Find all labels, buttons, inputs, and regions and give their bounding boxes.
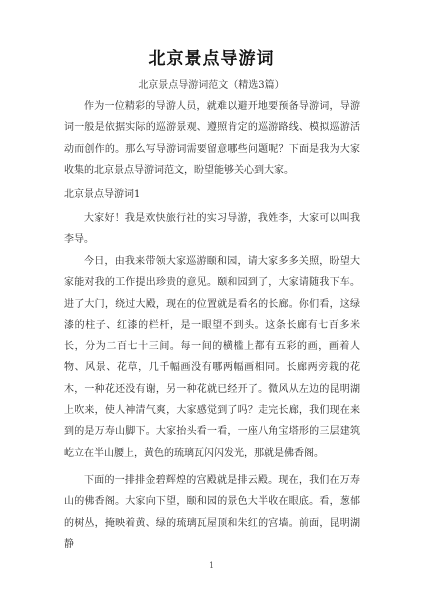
section-heading: 北京景点导游词1: [64, 189, 141, 200]
body-paragraph-2: 今日，由我来带领大家巡游颐和园，请大家多多关照，盼望大家能对我的工作提出珍贵的意见。颐和园到了，大家请随我下车。进了大门，绕过大殿，现在的位置就是看名的长廊。你们看，这绿漆的柱子、红漆的栏杆，是一眼望不到头。这条长廊有七百多米长，分为二百七十三间。每一间的横槛上都有五彩的画，画着人物、风景、花草，几千幅画没有哪两幅画相同。长廊两旁栽的花木，一种花还没有谢，另一种花就已经开了。微风从左边的昆明湖上吹来，使人神清气爽，大家感觉到了吗？走完长廊，我们现在来到的是万寿山脚下。大家抬头看一看，一座八角宝塔形的三层建筑屹立在半山腰上，黄色的琉璃瓦闪闪发光，那就是佛香阁。: [64, 256, 360, 459]
intro-paragraph: 作为一位精彩的导游人员，就难以避开地要预备导游词，导游词一般是依据实际的巡游景观、遵照肯定的巡游路线、模拟巡游活动而创作的。那么写导游词需要留意哪些问题呢？下面是我为大家收集的北京景点导游词范文，盼望能够关心到大家。: [64, 101, 360, 176]
body-paragraph-3: 下面的一排排金碧辉煌的宫殿就是排云殿。现在，我们在万寿山的佛香阁。大家向下望，颐和园的景色大半收在眼底。看，葱郁的树丛，掩映着黄、绿的琉璃瓦屋顶和朱红的宫墙。前面，昆明湖静: [64, 475, 360, 550]
page-subtitle: 北京景点导游词范文（精选3篇）: [138, 80, 285, 91]
page-number: 1: [208, 561, 215, 570]
body-paragraph-1: 大家好！我是欢快旅行社的实习导游，我姓李，大家可以叫我李导。: [64, 213, 360, 246]
page-title: 北京景点导游词: [148, 49, 275, 69]
